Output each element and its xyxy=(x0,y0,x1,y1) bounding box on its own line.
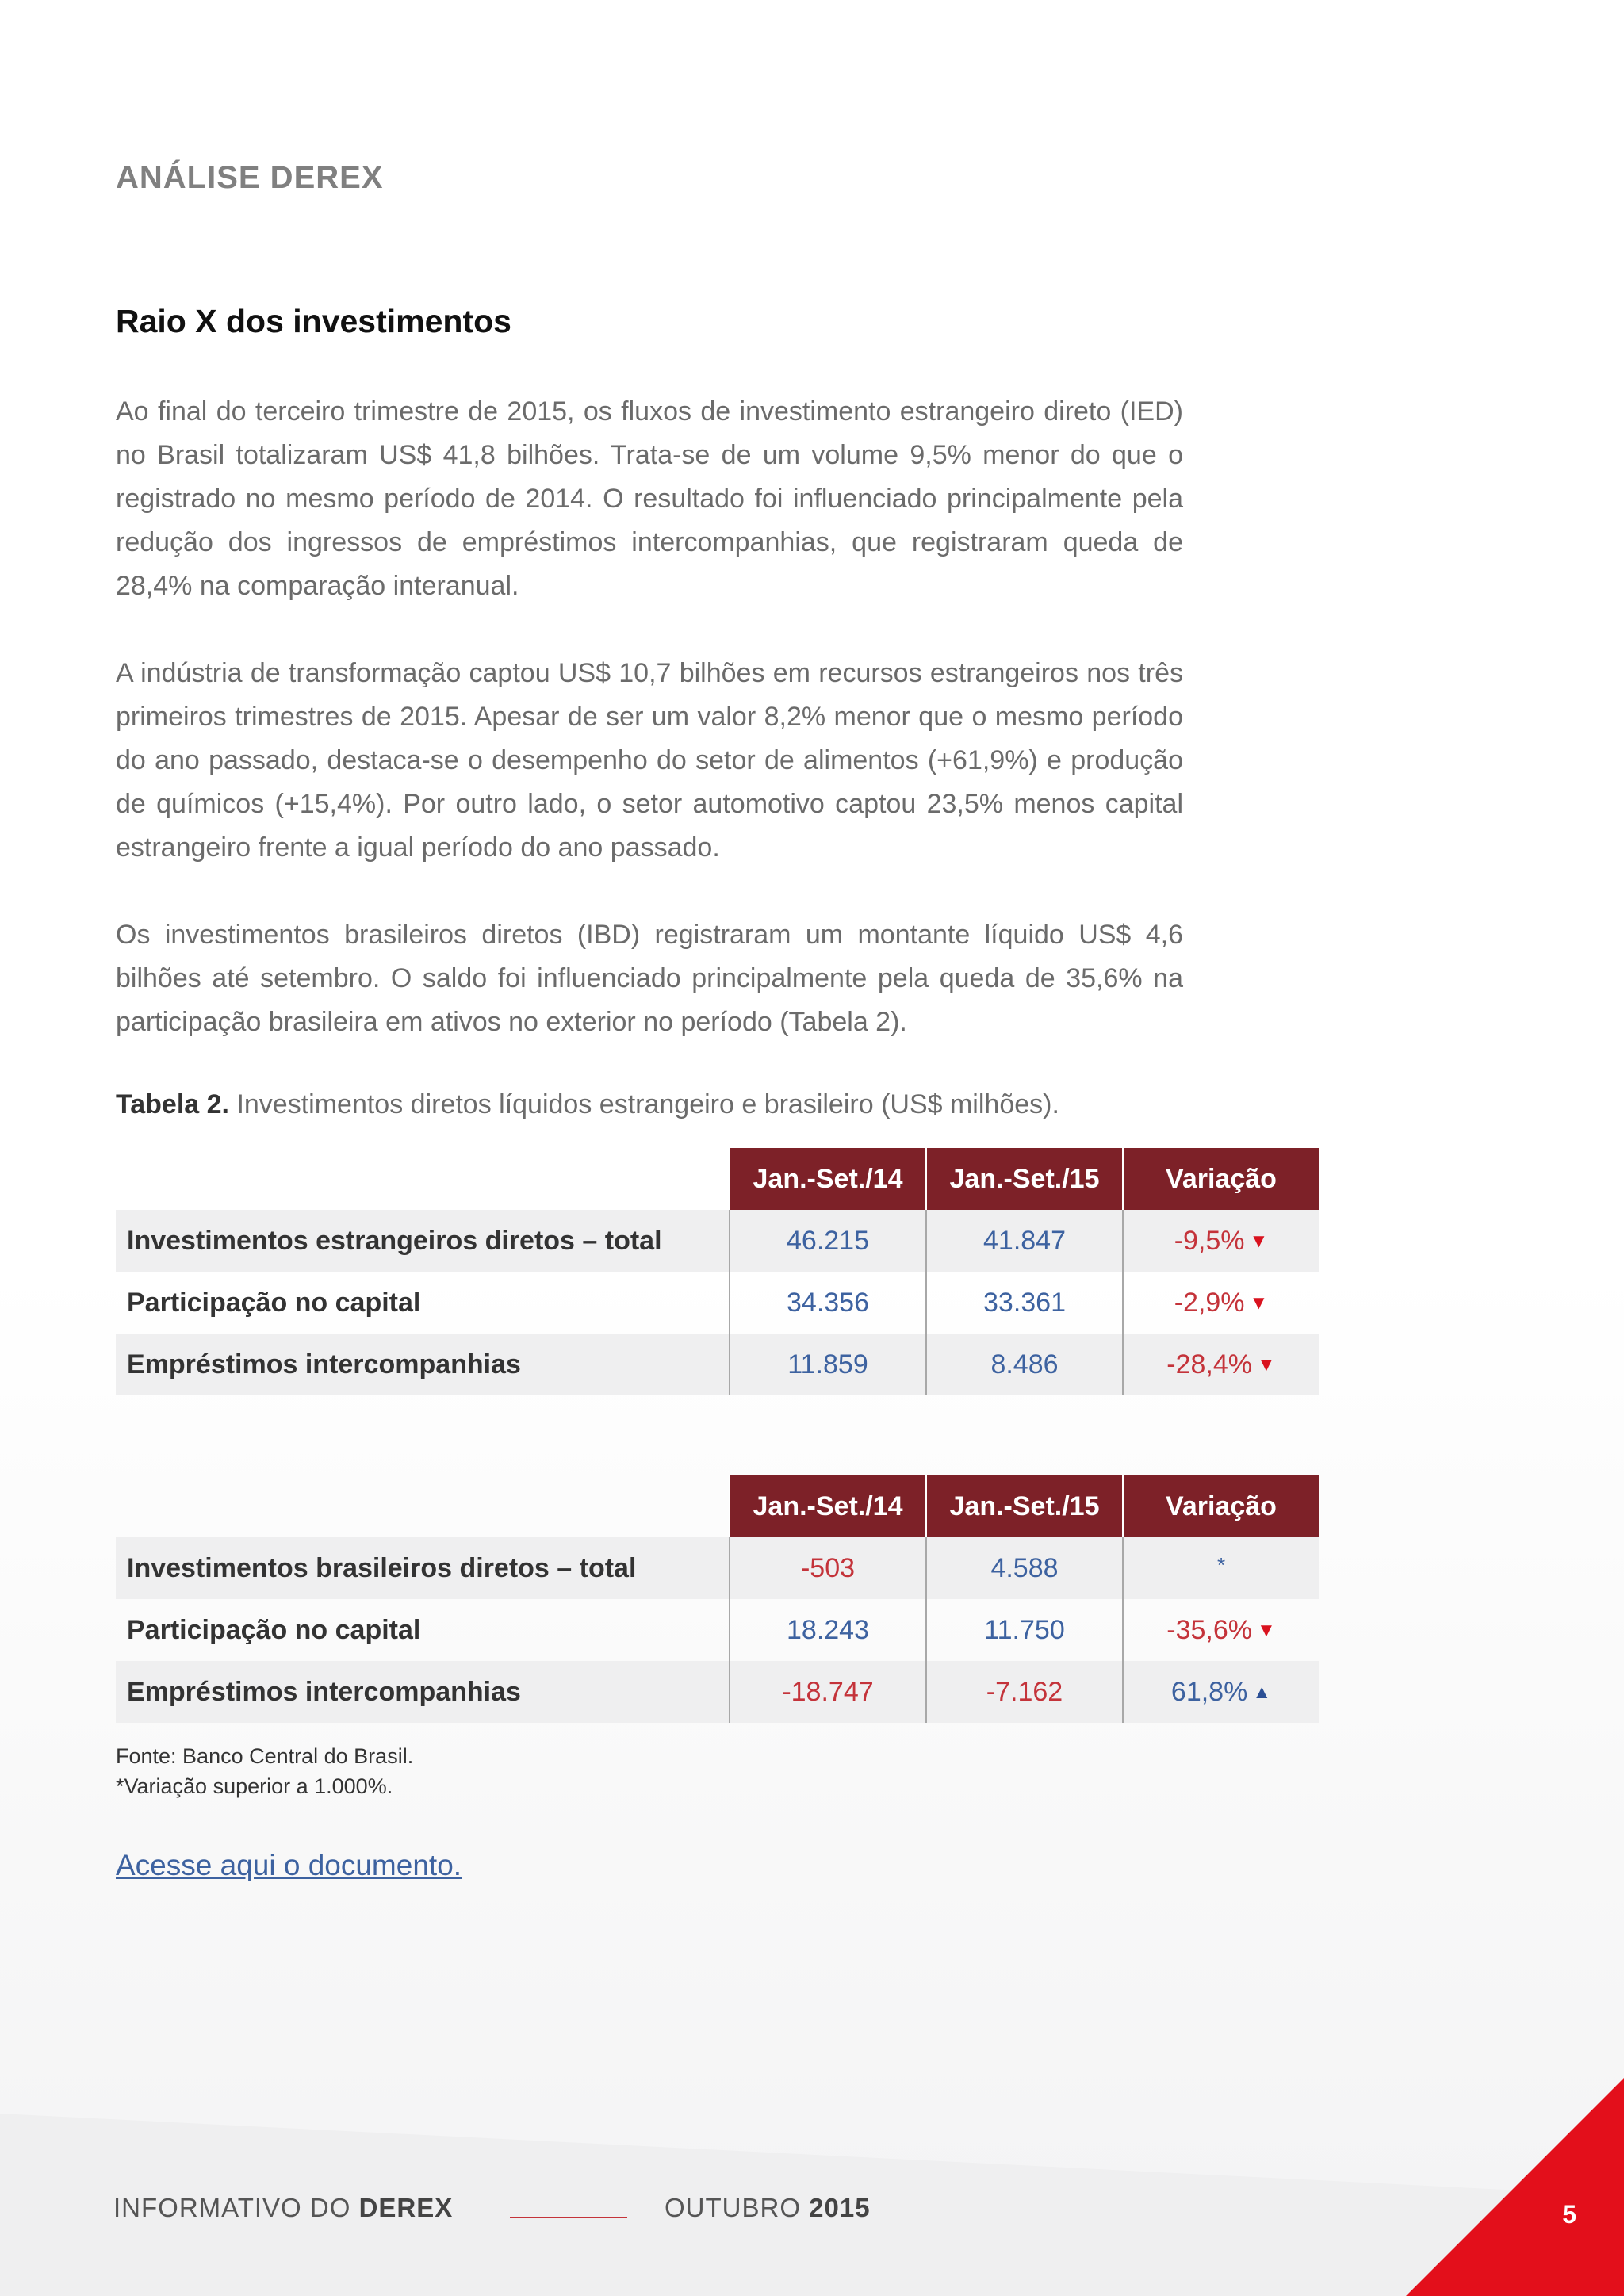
table-header-blank xyxy=(116,1148,730,1210)
table-row xyxy=(116,1272,1319,1334)
variation-footnote-marker: * xyxy=(1216,1552,1226,1577)
variation-value: -2,9% xyxy=(1174,1287,1245,1318)
footer-publication xyxy=(113,2193,453,2223)
brazilian-investment-table xyxy=(116,1475,1319,1723)
page-number: 5 xyxy=(1562,2200,1576,2229)
footer-publication-bold: DEREX xyxy=(358,2193,454,2222)
triangle-down-icon: ▼ xyxy=(1249,1230,1269,1252)
row-label: Investimentos estrangeiros diretos – total xyxy=(116,1210,730,1272)
variation-value: 61,8% xyxy=(1170,1676,1248,1707)
cell-value-2015: 33.361 xyxy=(926,1272,1123,1334)
paragraph-text: A indústria de transformação captou US$ 10,7 bilhões em recursos estrangeiros nos três primeiros trimestres de 2015. Apesar de ser um valor 8,2% menor que o mesmo período do ano passado, destaca-se o desempenho do setor de alimentos (+61,9%) e produção de químicos (+15,4%). Por outro lado, o setor automotivo captou 23,5% menos capital estrangeiro frente a igual período do ano passado. xyxy=(116,658,1183,863)
foreign-investment-table xyxy=(116,1148,1319,1395)
table-row xyxy=(116,1599,1319,1661)
table-caption-text: Investimentos diretos líquidos estrangeiro e brasileiro (US$ milhões). xyxy=(229,1089,1059,1119)
cell-value-2014: -503 xyxy=(730,1537,926,1599)
table-notes xyxy=(116,1741,413,1801)
paragraph-text: Ao final do terceiro trimestre de 2015, os fluxos de investimento estrangeiro direto (IED) no Brasil totalizaram US$ 41,8 bilhões. Trata-se de um volume 9,5% menor do que o registrado no mesmo período de 2014. O resultado foi influenciado principalmente pela redução dos ingressos de empréstimos intercompanhias, que registraram queda de 28,4% na comparação interanual. xyxy=(116,396,1183,601)
cell-value-2015: 11.750 xyxy=(926,1599,1123,1661)
article-paragraph-2 xyxy=(116,652,1183,870)
table-header-row xyxy=(116,1475,1319,1537)
table-row xyxy=(116,1661,1319,1723)
cell-variation xyxy=(1123,1210,1319,1272)
cell-variation xyxy=(1123,1599,1319,1661)
cell-variation xyxy=(1123,1272,1319,1334)
cell-value-2015: 8.486 xyxy=(926,1334,1123,1395)
row-label: Participação no capital xyxy=(127,1287,421,1318)
triangle-up-icon: ▲ xyxy=(1252,1681,1272,1703)
paragraph-text: Os investimentos brasileiros diretos (IBD) registraram um montante líquido US$ 4,6 bilhões até setembro. O saldo foi influenciado principalmente pela queda de 35,6% na participação brasileira em ativos no exterior no período (Tabela 2). xyxy=(116,920,1183,1037)
document-link[interactable]: Acesse aqui o documento. xyxy=(116,1849,462,1881)
footer-date xyxy=(665,2193,871,2223)
variation-value: -35,6% xyxy=(1166,1614,1252,1645)
section-header: ANÁLISE DEREX xyxy=(116,160,384,195)
cell-value-2014: 11.859 xyxy=(730,1334,926,1395)
table-header-2014: Jan.-Set./14 xyxy=(730,1148,926,1210)
article-title: Raio X dos investimentos xyxy=(116,303,511,339)
footer-publication-light: INFORMATIVO DO xyxy=(113,2193,359,2222)
cell-value-2014: 46.215 xyxy=(730,1210,926,1272)
cell-value-2015: 41.847 xyxy=(926,1210,1123,1272)
triangle-down-icon: ▼ xyxy=(1249,1292,1269,1314)
table-header-variation: Variação xyxy=(1123,1148,1319,1210)
row-label: Empréstimos intercompanhias xyxy=(116,1661,730,1723)
triangle-down-icon: ▼ xyxy=(1256,1619,1276,1641)
table-header-blank xyxy=(116,1475,730,1537)
table-header-row xyxy=(116,1148,1319,1210)
article-paragraph-1 xyxy=(116,390,1183,608)
cell-value-2014: -18.747 xyxy=(730,1661,926,1723)
cell-variation xyxy=(1123,1661,1319,1723)
cell-variation xyxy=(1123,1537,1319,1599)
footer-divider xyxy=(510,2217,627,2218)
triangle-down-icon: ▼ xyxy=(1256,1353,1276,1376)
footer-year: 2015 xyxy=(809,2193,871,2222)
table-header-2014: Jan.-Set./14 xyxy=(730,1475,926,1537)
row-label: Empréstimos intercompanhias xyxy=(116,1334,730,1395)
article-paragraph-3 xyxy=(116,913,1183,1044)
row-label: Participação no capital xyxy=(127,1614,421,1645)
cell-value-2015: -7.162 xyxy=(926,1661,1123,1723)
variation-value: -28,4% xyxy=(1166,1349,1252,1380)
cell-value-2014: 18.243 xyxy=(730,1599,926,1661)
table-header-2015: Jan.-Set./15 xyxy=(926,1148,1123,1210)
table-caption-label: Tabela 2. xyxy=(116,1089,229,1119)
table-row xyxy=(116,1334,1319,1395)
table-header-variation: Variação xyxy=(1123,1475,1319,1537)
table-caption xyxy=(116,1089,1059,1120)
cell-variation xyxy=(1123,1334,1319,1395)
source-note: Fonte: Banco Central do Brasil. xyxy=(116,1744,414,1768)
footnote: *Variação superior a 1.000%. xyxy=(116,1774,393,1798)
cell-value-2014: 34.356 xyxy=(730,1272,926,1334)
table-row xyxy=(116,1210,1319,1272)
table-row xyxy=(116,1537,1319,1599)
row-label: Investimentos brasileiros diretos – total xyxy=(116,1537,730,1599)
cell-value-2015: 4.588 xyxy=(926,1537,1123,1599)
table-header-2015: Jan.-Set./15 xyxy=(926,1475,1123,1537)
variation-value: -9,5% xyxy=(1174,1225,1245,1256)
footer-month: OUTUBRO xyxy=(665,2193,810,2222)
